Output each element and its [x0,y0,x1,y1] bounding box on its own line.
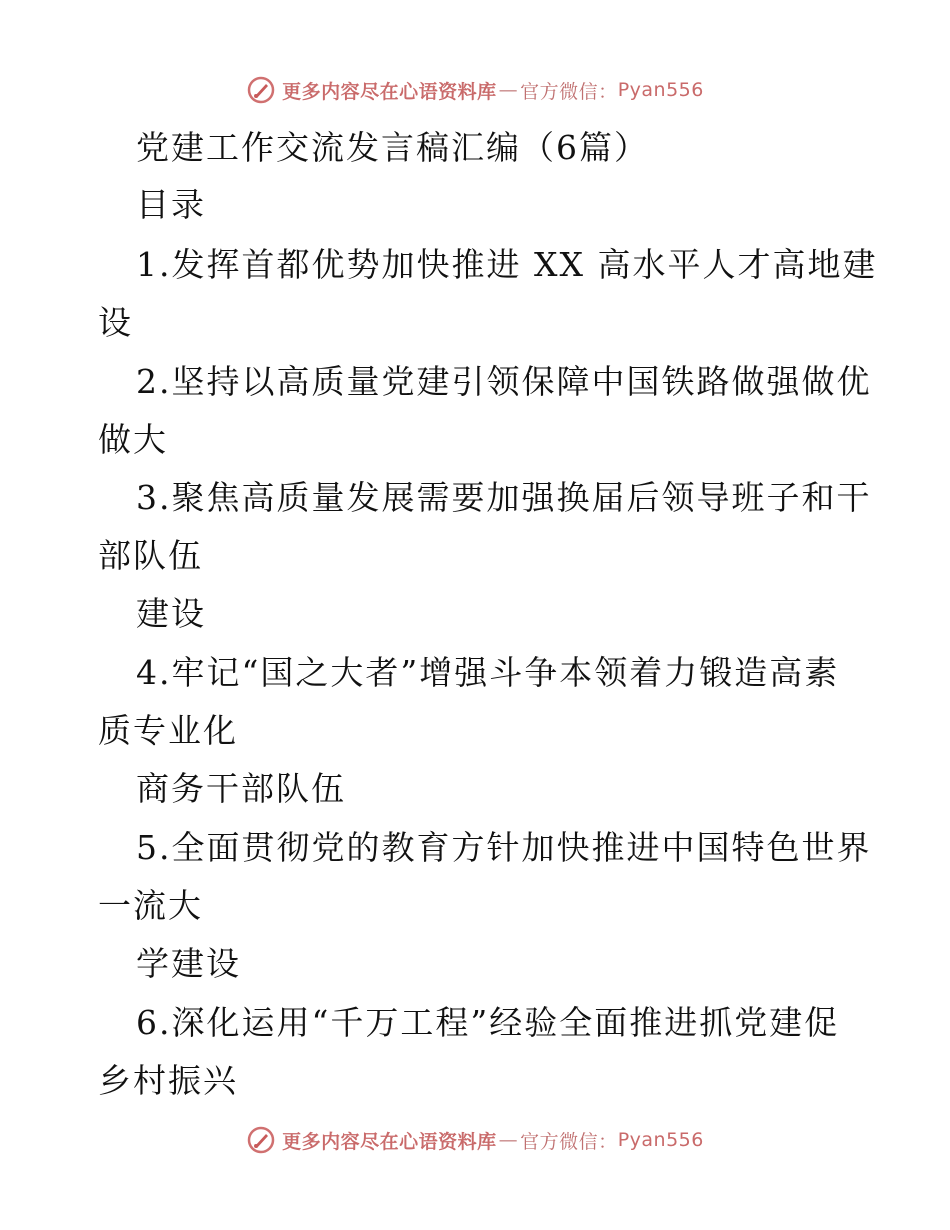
watermark-dash: — [498,79,519,101]
watermark-dash: — [498,1129,519,1151]
toc-line: 做大 [98,420,168,459]
toc-line: 4.牢记“国之大者”增强斗争本领着力锻造高素 [136,653,840,692]
toc-line: 6.深化运用“千万工程”经验全面推进抓党建促 [136,1003,840,1042]
watermark-official-label: 官方微信： [520,80,618,103]
toc-line: 2.坚持以高质量党建引领保障中国铁路做强做优 [136,362,872,401]
toc-line: 质专业化 [98,711,238,750]
footer-watermark [0,1120,950,1160]
toc-line: 1.发挥首都优势加快推进 XX 高水平人才高地建 [136,245,878,284]
toc-line: 3.聚焦高质量发展需要加强换届后领导班子和干 [136,478,872,517]
watermark-wechat-id: Pyan556 [617,79,704,101]
document-title: 党建工作交流发言稿汇编（6篇） [136,128,649,167]
watermark-wechat-id: Pyan556 [617,1129,704,1151]
toc-heading: 目录 [136,185,206,224]
watermark-official-label: 官方微信： [520,1130,618,1153]
toc-line: 乡村振兴 [98,1061,238,1100]
pen-seal-icon [246,1125,276,1155]
toc-line: 建设 [136,594,206,633]
toc-line: 设 [98,303,133,342]
toc-line: 一流大 [98,886,203,925]
toc-line: 5.全面贯彻党的教育方针加快推进中国特色世界 [136,828,872,867]
toc-line: 学建设 [136,944,241,983]
toc-line: 部队伍 [98,536,203,575]
toc-line: 商务干部队伍 [136,769,346,808]
watermark-brand-text: 更多内容尽在心语资料库 [282,1130,497,1153]
watermark-brand-text: 更多内容尽在心语资料库 [282,80,497,103]
